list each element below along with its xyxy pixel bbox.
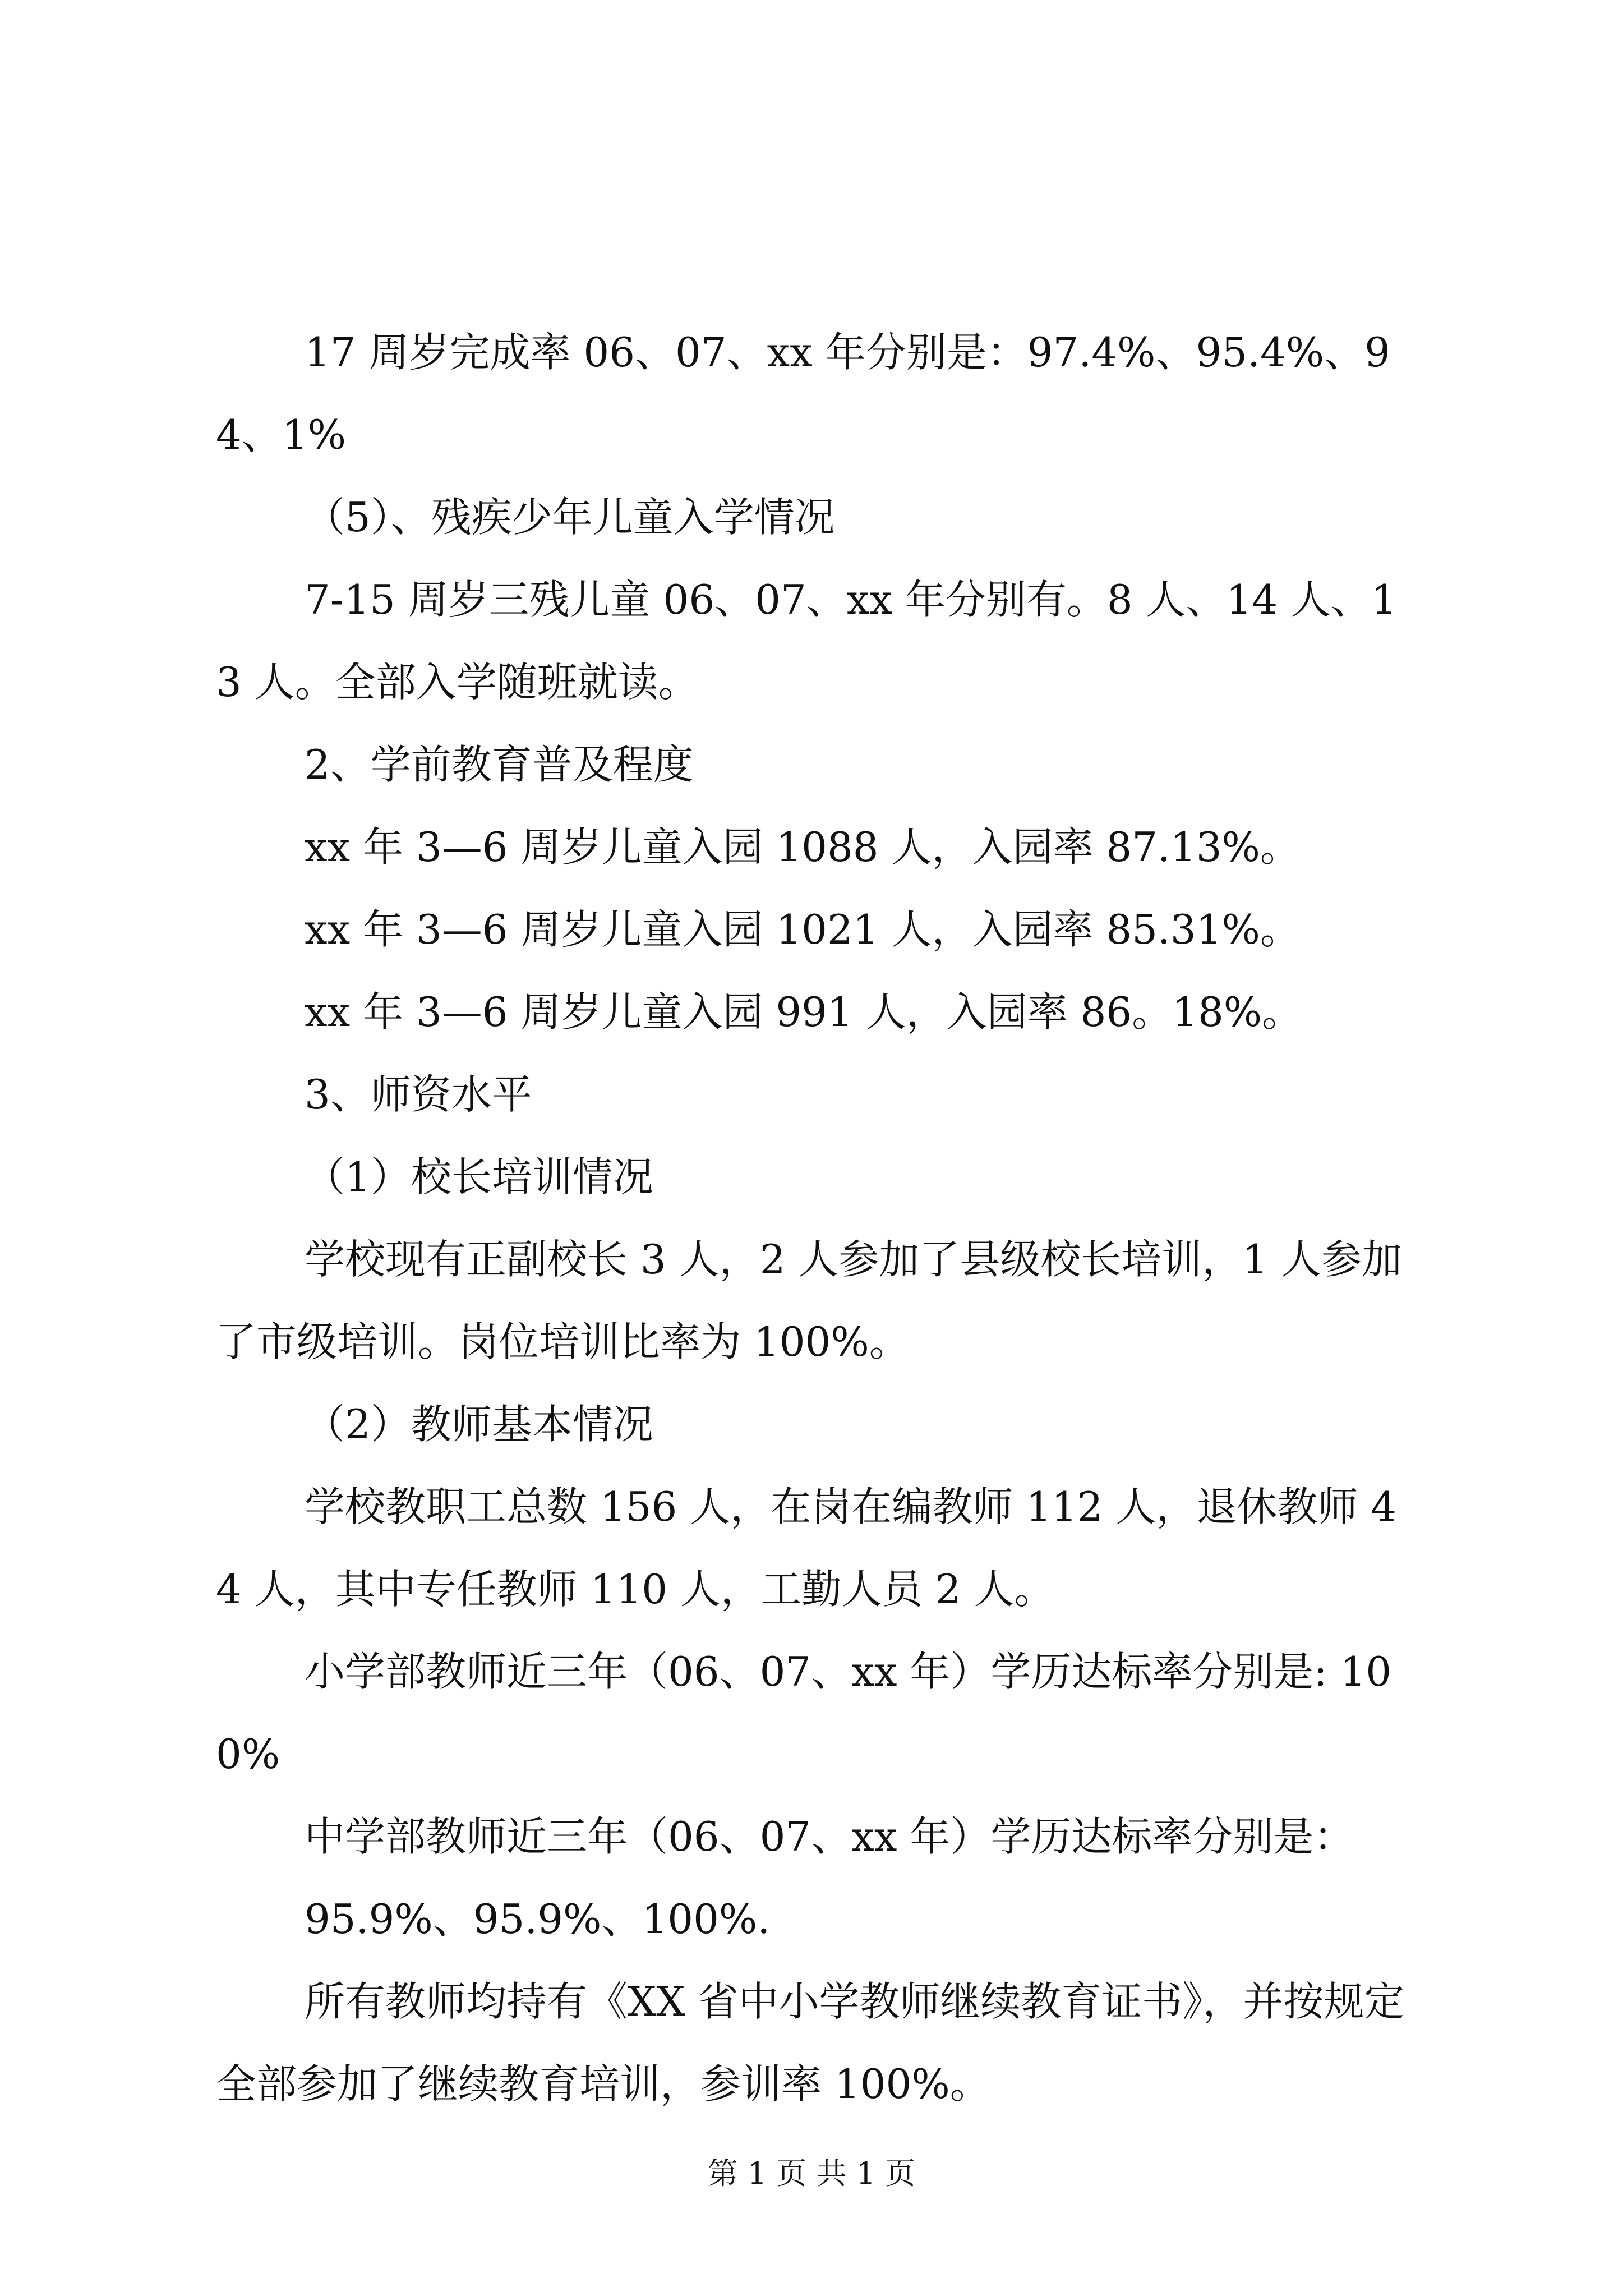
heading-teachers: 3、师资水平 [305, 1071, 532, 1118]
heading-preschool: 2、学前教育普及程度 [305, 741, 694, 788]
paragraph-continuing-education: 所有教师均持有《XX 省中小学教师继续教育证书》，并按规定全部参加了继续教育培训，参训率 100%。 [216, 1978, 1405, 2108]
paragraph-primary-qualification: 小学部教师近三年（06、07、xx 年）学历达标率分别是: 100% [216, 1648, 1392, 1778]
heading-teacher-basics: （2）教师基本情况 [305, 1401, 653, 1448]
heading-principal-training: （1）校长培训情况 [305, 1153, 653, 1200]
paragraph-disabled-children: 7-15 周岁三残儿童 06、07、xx 年分别有。8 人、14 人、13 人。全部入学随班就读。 [216, 576, 1397, 706]
paragraph-preschool-2: xx 年 3—6 周岁儿童入园 1021 人，入园率 85.31%。 [305, 906, 1301, 953]
paragraph-completion-rate: 17 周岁完成率 06、07、xx 年分别是：97.4%、95.4%、94、1% [216, 329, 1390, 458]
page-footer: 第 1 页 共 1 页 [707, 2156, 916, 2191]
paragraph-preschool-3: xx 年 3—6 周岁儿童入园 991 人，入园率 86。18%。 [305, 988, 1303, 1036]
heading-disabled-children: （5）、残疾少年儿童入学情况 [305, 494, 835, 541]
paragraph-secondary-qualification: 中学部教师近三年（06、07、xx 年）学历达标率分别是： [305, 1813, 1354, 1860]
document-body [216, 311, 1422, 2125]
paragraph-preschool-1: xx 年 3—6 周岁儿童入园 1088 人，入园率 87.13%。 [305, 823, 1301, 871]
paragraph-secondary-rates: 95.9%、95.9%、100%. [305, 1895, 771, 1943]
paragraph-staff-count: 学校教职工总数 156 人，在岗在编教师 112 人，退休教师 44 人，其中专任教师 110 人，工勤人员 2 人。 [216, 1483, 1397, 1613]
paragraph-principal-training: 学校现有正副校长 3 人，2 人参加了县级校长培训，1 人参加了市级培训。岗位培训比率为 100%。 [216, 1236, 1402, 1365]
